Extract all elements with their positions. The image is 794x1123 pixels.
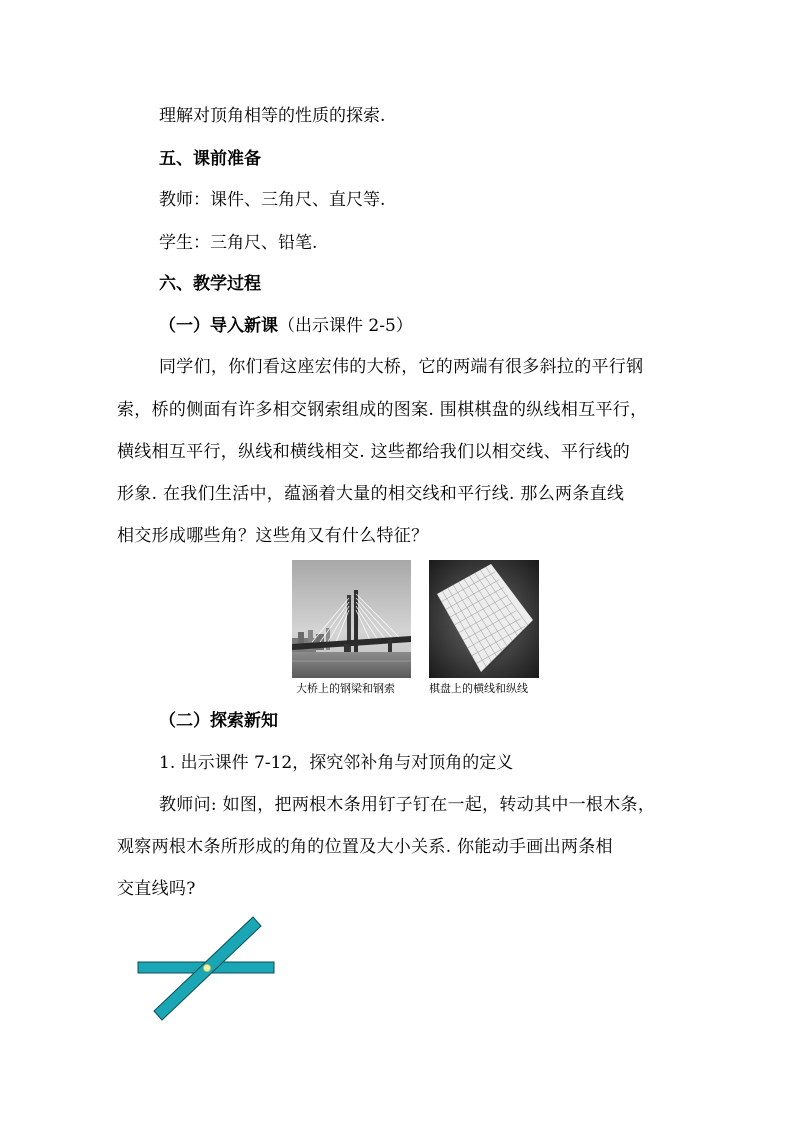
board-caption: 棋盘上的横线和纵线: [429, 682, 528, 695]
paragraph-line: 理解对顶角相等的性质的探索.: [159, 106, 386, 126]
student-prep: 学生：三角尺、铅笔.: [159, 233, 318, 253]
bridge-caption: 大桥上的钢梁和钢索: [296, 682, 395, 695]
intro-line: 相交形成哪些角？这些角又有什么特征？: [117, 526, 429, 546]
intro-line: 横线相互平行，纵线和横线相交. 这些都给我们以相交线、平行线的: [117, 442, 631, 462]
question-line: 观察两根木条所形成的角的位置及大小关系. 你能动手画出两条相: [117, 837, 613, 857]
teacher-prep: 教师：课件、三角尺、直尺等.: [159, 190, 386, 210]
go-board-photo: [429, 560, 539, 678]
section-heading-6: 六、教学过程: [159, 274, 261, 294]
intro-line: 索，桥的侧面有许多相交钢索组成的图案. 围棋棋盘的纵线相互平行，: [117, 400, 648, 420]
subsection-heading-1: [159, 315, 413, 337]
list-item-1: 1. 出示课件 7-12，探究邻补角与对顶角的定义: [159, 753, 514, 773]
intro-line: 同学们，你们看这座宏伟的大桥，它的两端有很多斜拉的平行钢: [159, 357, 644, 377]
nail-icon: [204, 965, 211, 972]
question-line: 教师问: 如图，把两根木条用钉子钉在一起，转动其中一根木条，: [159, 795, 656, 815]
crossed-sticks-figure: [130, 912, 280, 1027]
question-line: 交直线吗?: [117, 879, 196, 899]
section-heading-5: 五、课前准备: [159, 149, 261, 169]
subsection-heading-2: （二）探索新知: [159, 711, 278, 731]
subsection-title: （一）导入新课: [159, 316, 278, 336]
intro-line: 形象. 在我们生活中，蕴涵着大量的相交线和平行线. 那么两条直线: [117, 484, 625, 504]
bridge-photo: [292, 560, 411, 678]
subsection-note: （出示课件 2-5）: [278, 316, 413, 336]
